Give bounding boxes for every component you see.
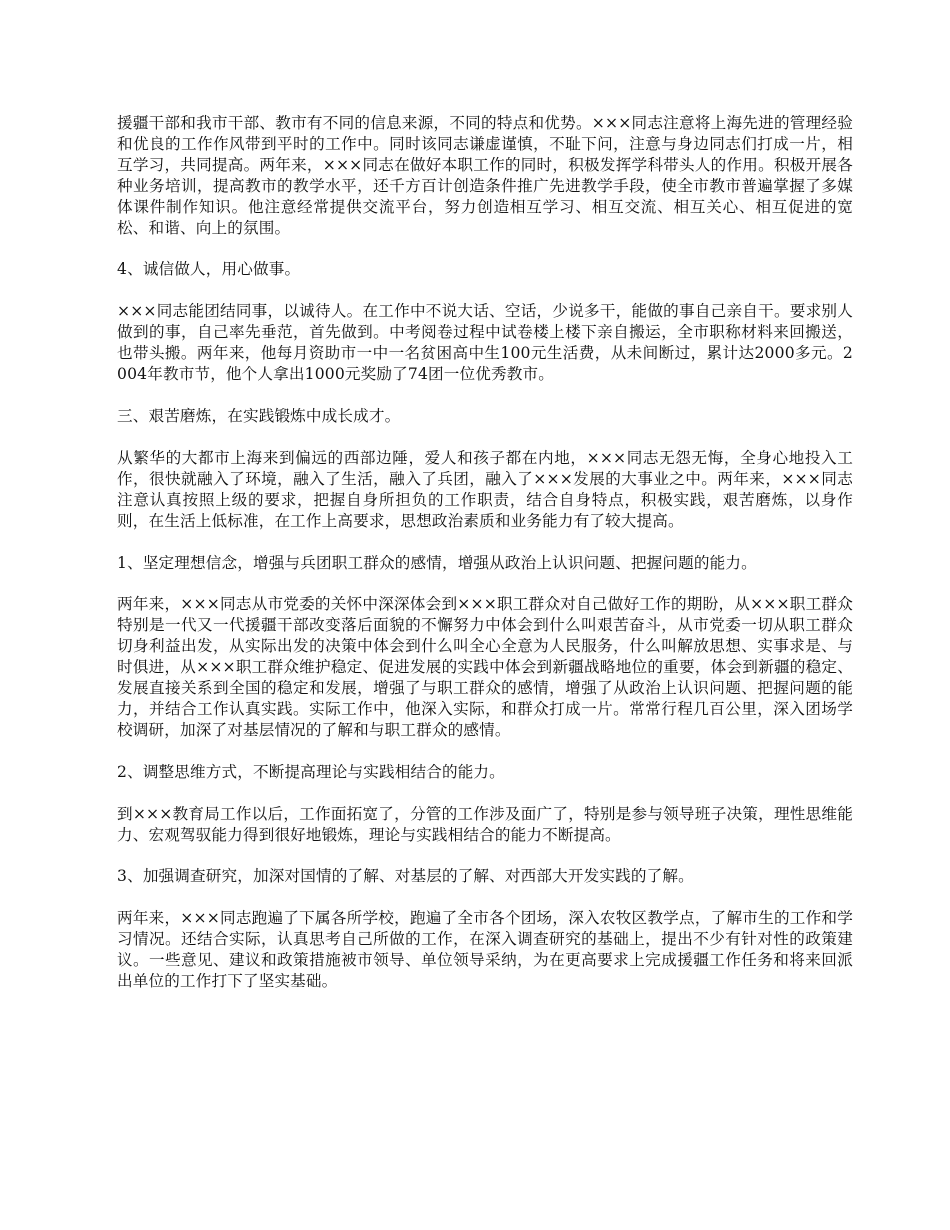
- section-heading: 2、调整思维方式，不断提高理论与实践相结合的能力。: [117, 762, 505, 781]
- body-paragraph: ×××同志能团结同事，以诚待人。在工作中不说大话、空话，少说多干，能做的事自己亲自干。要求别人做到的事，自己率先垂范，首先做到。中考阅卷过程中试卷楼上楼下亲自搬运，全市职称材料来回搬送，也带头搬。两年来，他每月资助市一中一名贫困高中生100元生活费，从未间断过，累计达2000多元。2004年教市节，他个人拿出1000元奖励了74团一位优秀教市。: [117, 302, 853, 384]
- body-paragraph: 从繁华的大都市上海来到偏远的西部边陲，爱人和孩子都在内地，×××同志无怨无悔，全身心地投入工作，很快就融入了环境，融入了生活，融入了兵团，融入了×××发展的大事业之中。两年来，×××同志注意认真按照上级的要求，把握自身所担负的工作职责，结合自身特点，积极实践，艰苦磨炼，以身作则，在生活上低标准，在工作上高要求，思想政治素质和业务能力有了较大提高。: [117, 448, 853, 530]
- section-heading: 3、加强调查研究，加深对国情的了解、对基层的了解、对西部大开发实践的了解。: [117, 867, 694, 886]
- section-heading: 三、艰苦磨炼，在实践锻炼中成长成才。: [117, 406, 401, 425]
- body-paragraph: 两年来，×××同志从市党委的关怀中深深体会到×××职工群众对自己做好工作的期盼，从×××职工群众特别是一代又一代援疆干部改变落后面貌的不懈努力中体会到什么叫艰苦奋斗，从市党委一切从职工群众切身利益出发，从实际出发的决策中体会到什么叫全心全意为人民服务，什么叫解放思想、实事求是、与时俱进，从×××职工群众维护稳定、促进发展的实践中体会到新疆战略地位的重要，体会到新疆的稳定、发展直接关系到全国的稳定和发展，增强了与职工群众的感情，增强了从政治上认识问题、把握问题的能力，并结合工作认真实践。实际工作中，他深入实际，和群众打成一片。常常行程几百公里，深入团场学校调研，加深了对基层情况的了解和与职工群众的感情。: [117, 595, 853, 739]
- section-heading: 1、坚定理想信念，增强与兵团职工群众的感情，增强从政治上认识问题、把握问题的能力。: [117, 553, 757, 572]
- body-paragraph: 两年来，×××同志跑遍了下属各所学校，跑遍了全市各个团场，深入农牧区教学点，了解市生的工作和学习情况。还结合实际，认真思考自己所做的工作，在深入调查研究的基础上，提出不少有针对性的政策建议。一些意见、建议和政策措施被市领导、单位领导采纳，为在更高要求上完成援疆工作任务和将来回派出单位的工作打下了坚实基础。: [117, 909, 853, 991]
- body-paragraph: 到×××教育局工作以后，工作面拓宽了，分管的工作涉及面广了，特别是参与领导班子决策，理性思维能力、宏观驾驭能力得到很好地锻炼，理论与实践相结合的能力不断提高。: [117, 804, 853, 844]
- document-page: [117, 113, 853, 1013]
- body-paragraph: 援疆干部和我市干部、教市有不同的信息来源，不同的特点和优势。×××同志注意将上海先进的管理经验和优良的工作作风带到平时的工作中。同时该同志谦虚谨慎，不耻下问，注意与身边同志们打成一片，相互学习，共同提高。两年来，×××同志在做好本职工作的同时，积极发挥学科带头人的作用。积极开展各种业务培训，提高教市的教学水平，还千方百计创造条件推广先进教学手段，使全市教市普遍掌握了多媒体课件制作知识。他注意经常提供交流平台，努力创造相互学习、相互交流、相互关心、相互促进的宽松、和谐、向上的氛围。: [117, 114, 853, 237]
- section-heading: 4、诚信做人，用心做事。: [117, 260, 301, 279]
